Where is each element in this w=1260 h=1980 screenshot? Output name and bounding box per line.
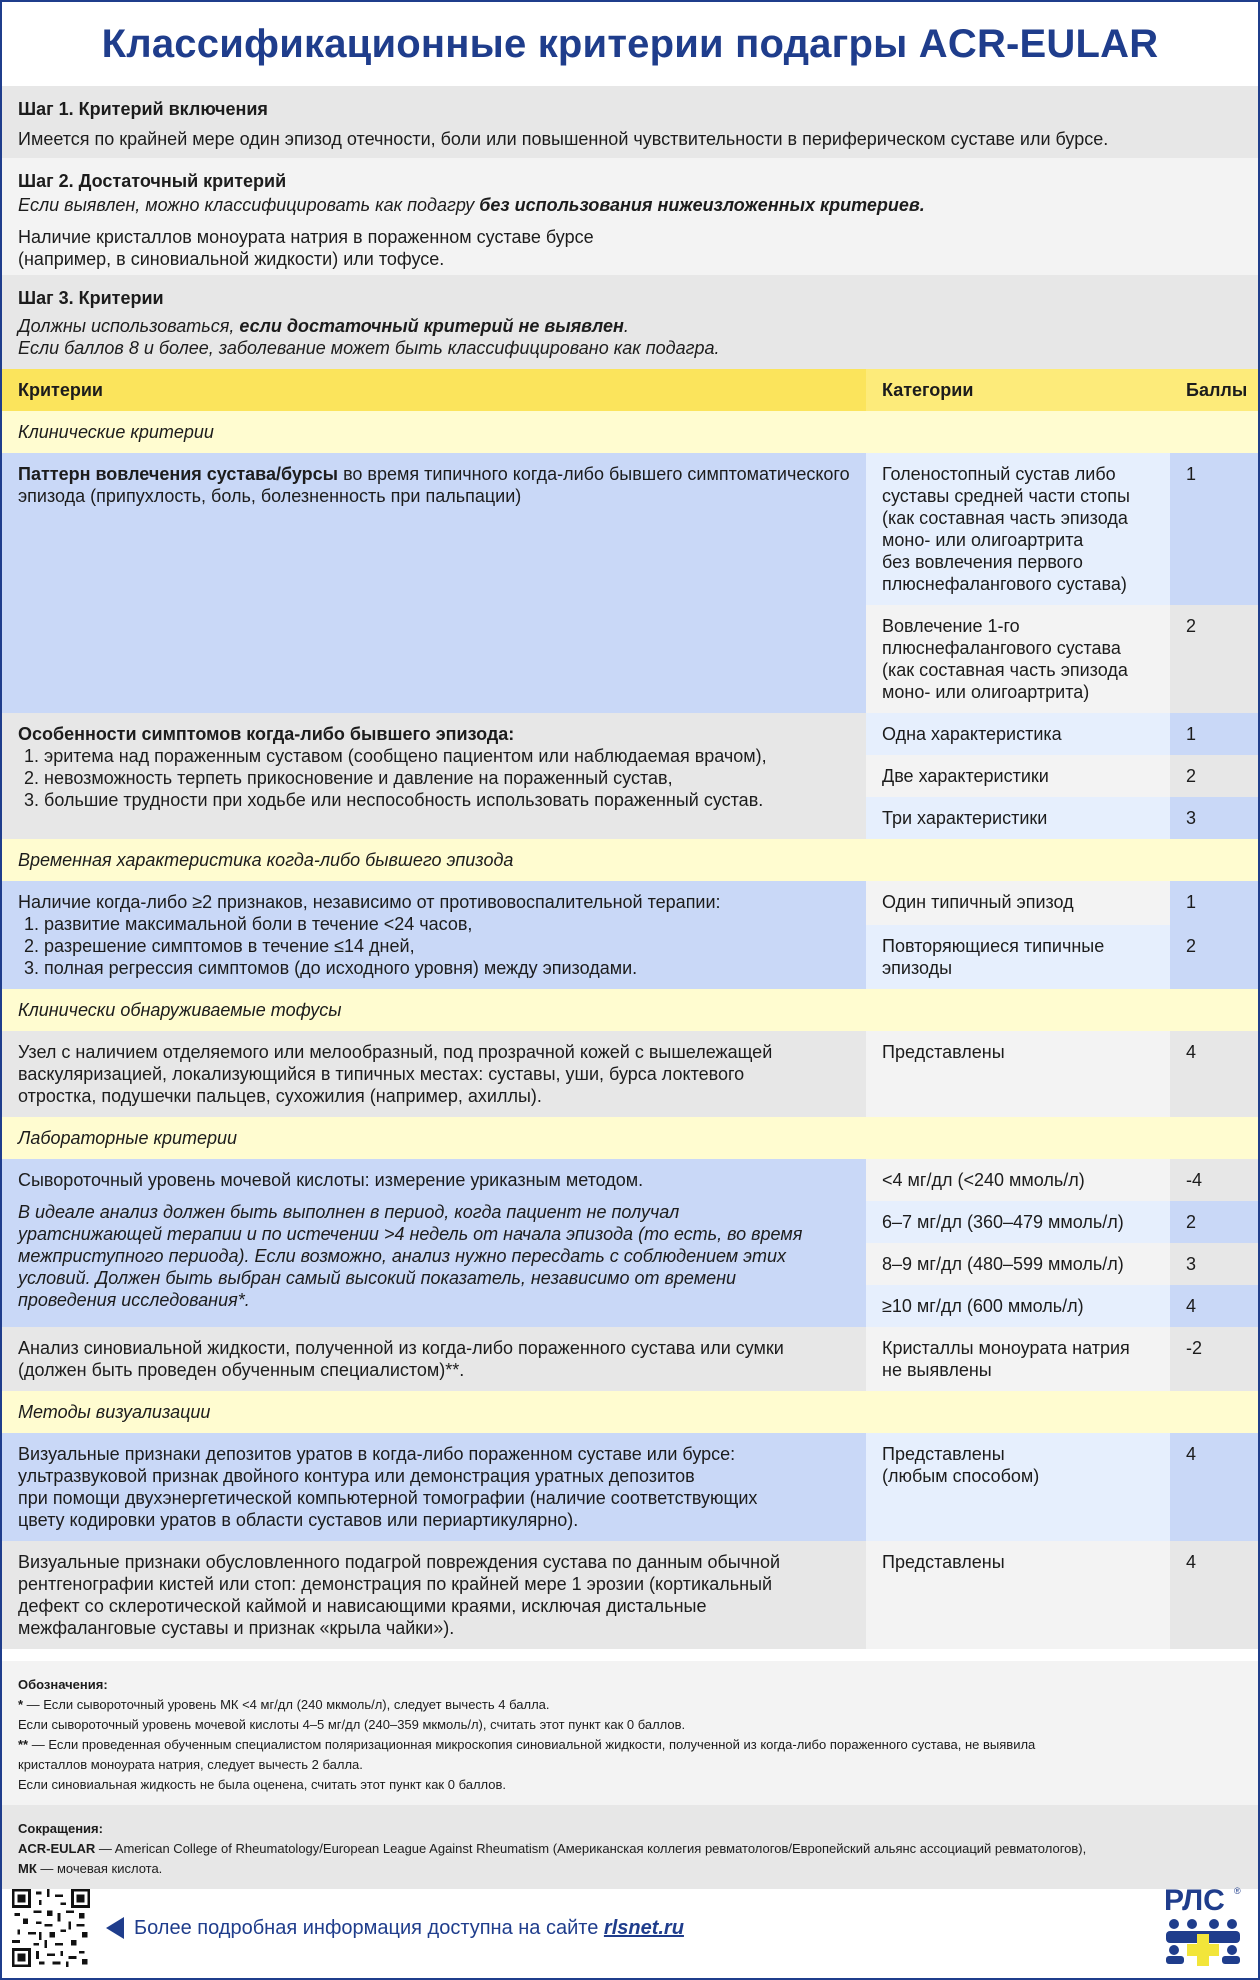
list-item: 1. развитие максимальной боли в течение <24 часов, — [24, 914, 473, 934]
notes-heading: Обозначения: — [18, 1677, 108, 1692]
step3-lead2: Если баллов 8 и более, заболевание может быть классифицировано как подагра. — [18, 338, 720, 358]
pattern-criterion — [2, 453, 866, 713]
footer — [2, 1878, 1258, 1978]
step1-text: Имеется по крайней мере один эпизод отечности, боли или повышенной чувствительности в периферическом суставе или бурсе. — [18, 129, 1109, 149]
imaging1-pts: 4 — [1170, 1433, 1258, 1541]
time-cat2-line: эпизоды — [882, 958, 953, 978]
table-row — [2, 1031, 1258, 1117]
abbr-mk-term: МК — [18, 1861, 37, 1876]
uric-pts2: 2 — [1170, 1201, 1258, 1243]
imaging2-cat: Представлены — [866, 1541, 1170, 1649]
step2-lead-b: без использования нижеизложенных критериев — [479, 195, 920, 215]
pattern-cat1-line: моно- или олигоартрита — [882, 530, 1084, 550]
imaging1-criterion — [2, 1433, 866, 1541]
uric-cat2: 6–7 мг/дл (360–479 ммоль/л) — [866, 1201, 1170, 1243]
step2-title: Шаг 2. Достаточный критерий — [18, 171, 287, 191]
section-imaging — [2, 1391, 1258, 1433]
step3-title: Шаг 3. Критерии — [18, 288, 164, 308]
uric-note-line: В идеале анализ должен быть выполнен в период, когда пациент не получал — [18, 1202, 680, 1222]
pattern-cat1-line: без вовлечения первого — [882, 552, 1083, 572]
step3-lead — [18, 315, 1242, 337]
synovial-criterion — [2, 1327, 866, 1391]
section-lab-label: Лабораторные критерии — [2, 1117, 1258, 1159]
more-info-text: Более подробная информация доступна на сайте — [134, 1916, 604, 1939]
uric-note-line: условий. Должен быть выбран самый высокий показатель, независимо от времени — [18, 1268, 737, 1288]
pattern-pts1: 1 — [1170, 453, 1258, 605]
tophi-pts: 4 — [1170, 1031, 1258, 1117]
table-row — [2, 1433, 1258, 1541]
list-item: 3. большие трудности при ходьбе или неспособность использовать пораженный сустав. — [24, 790, 764, 810]
abbr-acr — [18, 1839, 1242, 1859]
list-item: 3. полная регрессия симптомов (до исходного уровня) между эпизодами. — [24, 958, 638, 978]
pattern-cat1-line: плюснефалангового сустава) — [882, 574, 1127, 594]
time-lead: Наличие когда-либо ≥2 признаков, независимо от противовоспалительной терапии: — [18, 892, 721, 912]
uric-note-line: проведения исследования*. — [18, 1290, 250, 1310]
synovial-cat-line: Кристаллы моноурата натрия — [882, 1338, 1130, 1358]
note-dstar — [18, 1735, 1242, 1755]
imaging2-line: дефект со склеротической каймой и нависающими краями, исключая дистальные — [18, 1596, 707, 1616]
features-criterion — [2, 713, 866, 839]
synovial-pts: -2 — [1170, 1327, 1258, 1391]
site-link[interactable]: rlsnet.ru — [603, 1916, 684, 1939]
table-row — [2, 1159, 1258, 1201]
uric-cat4: ≥10 мг/дл (600 ммоль/л) — [866, 1285, 1170, 1327]
uric-note-line: уратснижающей терапии и по истечении >4 недель от начала эпизода (то есть, во время — [18, 1224, 803, 1244]
features-cat2: Две характеристики — [866, 755, 1170, 797]
step3-block — [2, 275, 1258, 369]
note-dstar-2: кристаллов моноурата натрия, следует вычесть 2 балла. — [18, 1757, 363, 1772]
time-cat1: Один типичный эпизод — [866, 881, 1170, 925]
note-dstar-text: — Если проведенная обученным специалистом поляризационная микроскопия синовиальной жидкости, полученной из когда-либо пораженного сустава, не выявила — [28, 1737, 1036, 1752]
abbr-acr-text: — American College of Rheumatology/European League Against Rheumatism (Американская коллегия ревматологов/Европейский альянс ассоциаций ревматологов), — [95, 1841, 1087, 1856]
imaging1-line: ультразвуковой признак двойного контура или демонстрация уратных депозитов — [18, 1466, 695, 1486]
rls-logo-icon — [1162, 1882, 1244, 1968]
abbr-acr-term: ACR-EULAR — [18, 1841, 96, 1856]
step2-lead-a: Если выявлен, можно классифицировать как подагру — [18, 195, 480, 215]
synovial-cat-line: не выявлены — [882, 1360, 992, 1380]
imaging1-line: при помощи двухэнергетической компьютерной томографии (наличие соответствующих — [18, 1488, 758, 1508]
tophi-criterion — [2, 1031, 866, 1117]
imaging2-criterion — [2, 1541, 866, 1649]
table-row — [2, 713, 1258, 755]
table-header — [2, 369, 1258, 411]
page-title: Классификационные критерии подагры ACR-EULAR — [101, 21, 1159, 66]
imaging1-cat-line: (любым способом) — [882, 1466, 1040, 1486]
pattern-cat1-line: (как составная часть эпизода — [882, 508, 1128, 528]
uric-pts3: 3 — [1170, 1243, 1258, 1285]
imaging1-cat-line: Представлены — [882, 1444, 1005, 1464]
time-pts1: 1 — [1170, 881, 1258, 925]
note-dstar-3: Если синовиальная жидкость не была оценена, считать этот пункт как 0 баллов. — [18, 1777, 507, 1792]
table-row — [2, 1327, 1258, 1391]
pattern-cat2-line: плюснефалангового сустава — [882, 638, 1121, 658]
synovial-line: (должен быть проведен обученным специалистом)**. — [18, 1360, 465, 1380]
features-pts1: 1 — [1170, 713, 1258, 755]
header-categories: Категории — [866, 369, 1170, 411]
imaging2-line: межфаланговые суставы и признак «крыла чайки»). — [18, 1618, 455, 1638]
tophi-cat: Представлены — [866, 1031, 1170, 1117]
tophi-line: васкуляризацией, локализующийся в типичных местах: суставы, уши, бурса локтевого — [18, 1064, 745, 1084]
step2-lead-c: . — [919, 195, 925, 215]
step3-lead-c: . — [623, 316, 629, 336]
step1-block — [2, 86, 1258, 158]
table-row — [2, 1541, 1258, 1649]
section-time — [2, 839, 1258, 881]
time-criterion — [2, 881, 866, 989]
uric-pts4: 4 — [1170, 1285, 1258, 1327]
uric-lead: Сывороточный уровень мочевой кислоты: измерение уриказным методом. — [18, 1170, 644, 1190]
step2-block — [2, 158, 1258, 275]
pattern-cat2-line: (как составная часть эпизода — [882, 660, 1128, 680]
section-clinical-label: Клинические критерии — [2, 411, 1258, 453]
features-pts2: 2 — [1170, 755, 1258, 797]
features-bold: Особенности симптомов когда-либо бывшего эпизода: — [18, 724, 515, 744]
section-tophi — [2, 989, 1258, 1031]
section-tophi-label: Клинически обнаруживаемые тофусы — [2, 989, 1258, 1031]
section-time-label: Временная характеристика когда-либо бывшего эпизода — [2, 839, 1258, 881]
tophi-line: отростка, подушечки пальцев, сухожилия (например, ахиллы). — [18, 1086, 542, 1106]
imaging2-line: Визуальные признаки обусловленного подагрой повреждения сустава по данным обычной — [18, 1552, 781, 1572]
uric-note-line: межприступного периода). Если возможно, анализ нужно пересдать с соблюдением этих — [18, 1246, 786, 1266]
list-item: 2. разрешение симптомов в течение ≤14 дней, — [24, 936, 415, 956]
section-imaging-label: Методы визуализации — [2, 1391, 1258, 1433]
section-clinical — [2, 411, 1258, 453]
step2-text1: Наличие кристаллов моноурата натрия в пораженном суставе бурсе — [18, 227, 594, 247]
abbr-mk-text: — мочевая кислота. — [36, 1861, 163, 1876]
more-info — [134, 1917, 684, 1940]
pattern-cat1 — [866, 453, 1170, 605]
features-list — [18, 745, 850, 811]
uric-criterion — [2, 1159, 866, 1327]
list-item: 1. эритема над пораженным суставом (сообщено пациентом или наблюдаемая врачом), — [24, 746, 767, 766]
time-cat2-line: Повторяющиеся типичные — [882, 936, 1105, 956]
time-cat2 — [866, 925, 1170, 989]
time-list — [18, 913, 850, 979]
uric-cat1: <4 мг/дл (<240 ммоль/л) — [866, 1159, 1170, 1201]
imaging1-cat — [866, 1433, 1170, 1541]
table-row — [2, 453, 1258, 605]
time-pts2: 2 — [1170, 925, 1258, 989]
imaging2-line: рентгенографии кистей или стоп: демонстрация по крайней мере 1 эрозии (кортикальный — [18, 1574, 773, 1594]
step2-lead — [18, 194, 1242, 216]
pattern-rest: во время типичного когда-либо бывшего симптоматического эпизода (припухлость, боль, болезненность при пальпации) — [18, 464, 850, 506]
synovial-line: Анализ синовиальной жидкости, полученной из когда-либо пораженного сустава или сумки — [18, 1338, 784, 1358]
step1-title: Шаг 1. Критерий включения — [18, 99, 268, 119]
abbreviations — [2, 1805, 1258, 1889]
imaging1-line: цвету кодировки уратов в области суставов или периартикулярно). — [18, 1510, 579, 1530]
step3-lead-b: если достаточный критерий не выявлен — [239, 316, 624, 336]
logo-text: РЛС — [1164, 1884, 1225, 1917]
pattern-cat1-line: Голеностопный сустав либо — [882, 464, 1116, 484]
header-points: Баллы — [1170, 369, 1258, 411]
features-pts3: 3 — [1170, 797, 1258, 839]
abbr-heading: Сокращения: — [18, 1821, 103, 1836]
features-cat1: Одна характеристика — [866, 713, 1170, 755]
header-criteria: Критерии — [2, 369, 866, 411]
imaging2-pts: 4 — [1170, 1541, 1258, 1649]
uric-note — [18, 1201, 850, 1311]
note-star — [18, 1695, 1242, 1715]
tophi-line: Узел с наличием отделяемого или мелообразный, под прозрачной кожей с вышележащей — [18, 1042, 773, 1062]
qr-code-icon[interactable] — [12, 1889, 90, 1967]
features-cat3: Три характеристики — [866, 797, 1170, 839]
uric-cat3: 8–9 мг/дл (480–599 ммоль/л) — [866, 1243, 1170, 1285]
pattern-pts2: 2 — [1170, 605, 1258, 713]
note-star-text: — Если сывороточный уровень МК <4 мг/дл (240 мкмоль/л), следует вычесть 4 балла. — [23, 1697, 550, 1712]
step3-lead-a: Должны использоваться, — [18, 316, 240, 336]
list-item: 2. невозможность терпеть прикосновение и давление на пораженный сустав, — [24, 768, 673, 788]
legend-notes — [2, 1661, 1258, 1805]
note-dstar-mark: ** — [18, 1737, 29, 1752]
table-row — [2, 881, 1258, 925]
pattern-cat2-line: Вовлечение 1-го — [882, 616, 1020, 636]
pattern-cat2-line: моно- или олигоартрита) — [882, 682, 1090, 702]
pattern-cat1-line: суставы средней части стопы — [882, 486, 1130, 506]
note-star-2: Если сывороточный уровень мочевой кислоты 4–5 мг/дл (240–359 мкмоль/л), считать этот пункт как 0 баллов. — [18, 1717, 686, 1732]
abbr-mk — [18, 1859, 1242, 1879]
uric-pts1: -4 — [1170, 1159, 1258, 1201]
section-lab — [2, 1117, 1258, 1159]
step2-text2: (например, в синовиальной жидкости) или тофусе. — [18, 249, 445, 269]
pattern-cat2 — [866, 605, 1170, 713]
logo-reg: ® — [1234, 1886, 1241, 1896]
criteria-table — [2, 369, 1258, 1649]
arrow-left-icon — [106, 1917, 124, 1939]
imaging1-line: Визуальные признаки депозитов уратов в когда-либо пораженном суставе или бурсе: — [18, 1444, 736, 1464]
synovial-cat — [866, 1327, 1170, 1391]
note-star-mark: * — [18, 1697, 24, 1712]
pattern-bold: Паттерн вовлечения сустава/бурсы — [18, 464, 339, 484]
